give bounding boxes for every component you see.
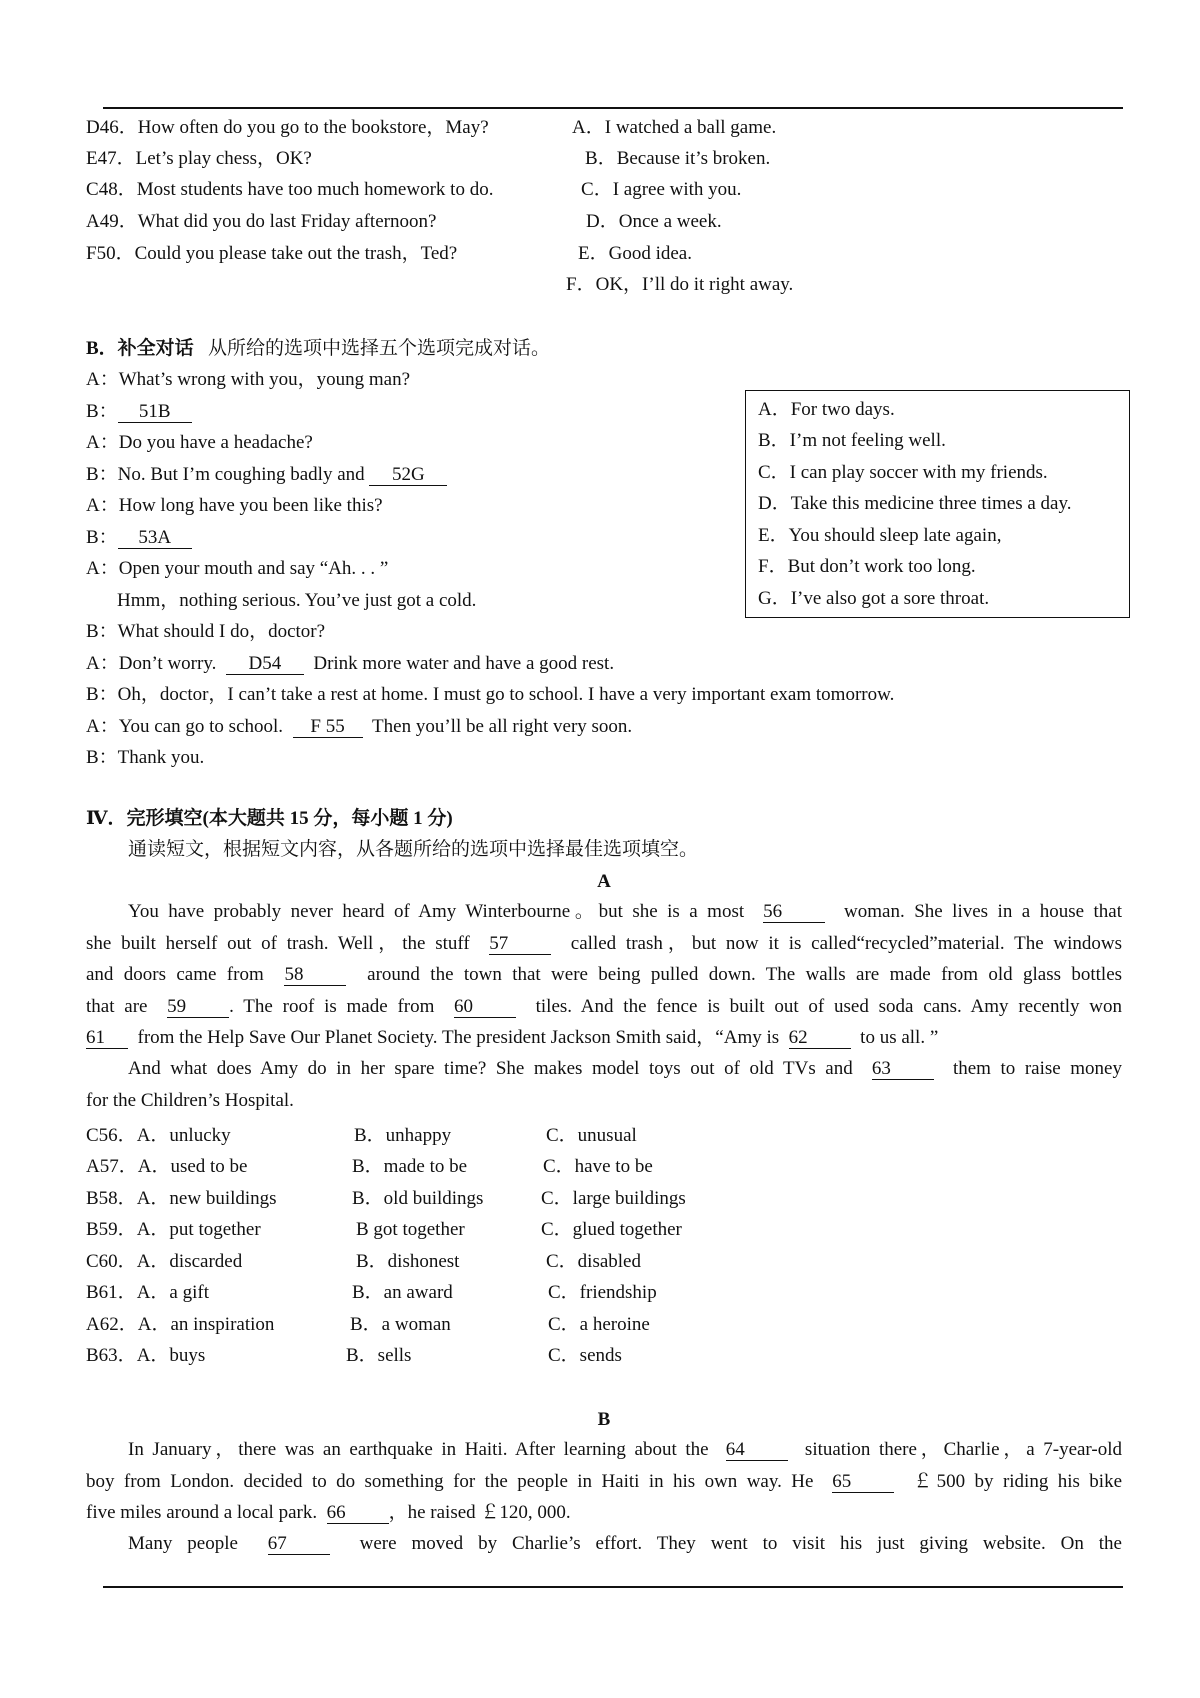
box-option-e: E．You should sleep late again,	[758, 525, 1002, 546]
choice-row-63-b: B．sells	[346, 1345, 412, 1366]
matching-option-f: F．OK，I’ll do it right away.	[566, 274, 794, 295]
choice-row-56-c: C．unusual	[546, 1125, 637, 1146]
choice-row-57: A57．A．used to be	[86, 1156, 248, 1177]
answer-blank-51: 51B	[118, 402, 192, 423]
cloze-blank-57: 57	[489, 934, 551, 955]
cloze-blank-67: 67	[268, 1534, 330, 1555]
passage-a-line-1: You have probably never heard of Amy Winterbourne。but she is a most 56 woman. She lives in a house that	[128, 901, 1122, 922]
box-option-f: F．But don’t work too long.	[758, 556, 976, 577]
choice-row-56-b: B．unhappy	[354, 1125, 452, 1146]
cloze-blank-61: 61	[86, 1028, 128, 1049]
box-option-b: B．I’m not feeling well.	[758, 430, 946, 451]
cloze-blank-66: 66	[327, 1503, 389, 1524]
choice-row-58: B58．A．new buildings	[86, 1188, 277, 1209]
matching-option-d: D．Once a week.	[586, 211, 722, 232]
passage-b-line-1: In January，there was an earthquake in Haiti. After learning about the 64 situation there，Charlie，a 7-year-old	[128, 1439, 1122, 1460]
top-rule	[103, 107, 1123, 109]
matching-option-b: B．Because it’s broken.	[585, 148, 771, 169]
choice-row-63: B63．A．buys	[86, 1345, 206, 1366]
answer-blank-55: F 55	[293, 717, 363, 738]
cloze-blank-65: 65	[832, 1472, 894, 1493]
passage-b-paragraph-1	[86, 1434, 1122, 1529]
choice-row-57-b: B．made to be	[352, 1156, 468, 1177]
matching-option-c: C．I agree with you.	[581, 179, 742, 200]
passage-b-label: B	[597, 1409, 611, 1430]
dialogue-line-4: B：No. But I’m coughing badly and 52G	[86, 464, 447, 486]
choice-row-62-b: B．a woman	[350, 1314, 451, 1335]
choice-row-61-b: B．an award	[352, 1282, 453, 1303]
box-option-g: G．I’ve also got a sore throat.	[758, 588, 990, 609]
dialogue-options-box	[745, 390, 1130, 618]
box-option-d: D．Take this medicine three times a day.	[758, 493, 1072, 514]
answer-blank-52: 52G	[369, 465, 447, 486]
choice-row-60: C60．A．discarded	[86, 1251, 243, 1272]
dialogue-line-5: A：How long have you been like this?	[86, 495, 383, 516]
passage-a-line-5: 61 from the Help Save Our Planet Society. The president Jackson Smith said，“Amy is 62 to us all. ”	[86, 1027, 939, 1048]
choice-row-59-c: C．glued together	[541, 1219, 682, 1240]
choice-row-60-b: B．dishonest	[356, 1251, 460, 1272]
dialogue-line-8: Hmm，nothing serious. You’ve just got a cold.	[117, 590, 477, 611]
cloze-blank-59: 59	[167, 997, 229, 1018]
matching-question-47: E47．Let’s play chess，OK?	[86, 148, 312, 169]
choice-row-59: B59．A．put together	[86, 1219, 261, 1240]
choice-row-62-c: C．a heroine	[548, 1314, 650, 1335]
box-option-a: A．For two days.	[758, 399, 895, 420]
passage-a-line-4: that are 59 . The roof is made from 60 tiles. And the fence is built out of used soda cans. Amy recently won	[86, 995, 1123, 1017]
passage-a-label: A	[597, 871, 611, 892]
answer-blank-53: 53A	[118, 528, 192, 549]
dialogue-line-7: A：Open your mouth and say “Ah. . . ”	[86, 558, 389, 579]
dialogue-line-1: A：What’s wrong with you，young man?	[86, 369, 411, 390]
matching-option-a: A．I watched a ball game.	[572, 117, 777, 138]
bottom-rule	[103, 1586, 1123, 1588]
dialogue-heading: B．补全对话 从所给的选项中选择五个选项完成对话。	[86, 338, 550, 359]
passage-b-line-3: five miles around a local park. 66 ，he raised ￡120, 000.	[86, 1502, 571, 1523]
choice-row-62: A62．A．an inspiration	[86, 1314, 275, 1335]
choice-row-63-c: C．sends	[548, 1345, 622, 1366]
choice-row-57-c: C．have to be	[543, 1156, 653, 1177]
dialogue-line-9: B：What should I do，doctor?	[86, 621, 326, 642]
dialogue-line-10: A：Don’t worry. D54 Drink more water and have a good rest.	[86, 653, 615, 674]
choice-row-61: B61．A．a gift	[86, 1282, 209, 1303]
matching-option-e: E．Good idea.	[578, 243, 692, 264]
answer-blank-54: D54	[226, 654, 304, 675]
matching-question-48: C48．Most students have too much homework to do.	[86, 179, 494, 200]
passage-a-line-6: And what does Amy do in her spare time? She makes model toys out of old TVs and 63 them to raise money	[128, 1058, 1122, 1079]
section-title: Ⅳ．完形填空(本大题共 15 分，每小题 1 分)	[86, 808, 453, 829]
cloze-blank-64: 64	[726, 1440, 788, 1461]
dialogue-line-6: B： 53A	[86, 527, 192, 549]
choice-row-59-b: B got together	[356, 1219, 465, 1240]
choice-row-61-c: C．friendship	[548, 1282, 657, 1303]
dialogue-line-11: B：Oh，doctor，I can’t take a rest at home. I must go to school. I have a very important exam tomorrow.	[86, 684, 895, 705]
matching-question-49: A49．What did you do last Friday afternoon?	[86, 211, 437, 232]
dialogue-line-13: B：Thank you.	[86, 747, 205, 768]
cloze-blank-56: 56	[763, 902, 825, 923]
dialogue-line-3: A：Do you have a headache?	[86, 432, 313, 453]
section-instruction: 通读短文，根据短文内容，从各题所给的选项中选择最佳选项填空。	[128, 839, 699, 860]
matching-question-46: D46．How often do you go to the bookstore，May?	[86, 117, 489, 138]
cloze-blank-63: 63	[872, 1059, 934, 1080]
cloze-blank-62: 62	[789, 1028, 851, 1049]
passage-b-line-2: boy from London. decided to do something for the people in Haiti in his own way. He 65 ￡500 by riding his bike	[86, 1470, 1123, 1492]
passage-a-paragraph-1	[86, 896, 1122, 1054]
passage-b-line-4: Many people 67 were moved by Charlie’s effort. They went to visit his just giving website. On the	[128, 1533, 1122, 1554]
choice-row-58-b: B．old buildings	[352, 1188, 484, 1209]
passage-a-paragraph-2	[86, 1053, 1122, 1116]
passage-a-line-2: she built herself out of trash. Well，the stuff 57 called trash，but now it is called“recycled”material. The windows	[86, 932, 1123, 954]
passage-a-line-3: and doors came from 58 around the town that were being pulled down. The walls are made from old glass bottles	[86, 964, 1123, 985]
dialogue-line-12: A：You can go to school. F 55 Then you’ll be all right very soon.	[86, 716, 633, 737]
choice-row-56: C56．A．unlucky	[86, 1125, 231, 1146]
passage-a-line-7: for the Children’s Hospital.	[86, 1089, 294, 1111]
passage-b-paragraph-2	[86, 1528, 1122, 1560]
cloze-blank-58: 58	[284, 965, 346, 986]
box-option-c: C．I can play soccer with my friends.	[758, 462, 1048, 483]
choice-row-60-c: C．disabled	[546, 1251, 641, 1272]
choice-row-58-c: C．large buildings	[541, 1188, 686, 1209]
matching-question-50: F50．Could you please take out the trash，Ted?	[86, 243, 458, 264]
dialogue-line-2: B： 51B	[86, 401, 192, 423]
cloze-blank-60: 60	[454, 997, 516, 1018]
